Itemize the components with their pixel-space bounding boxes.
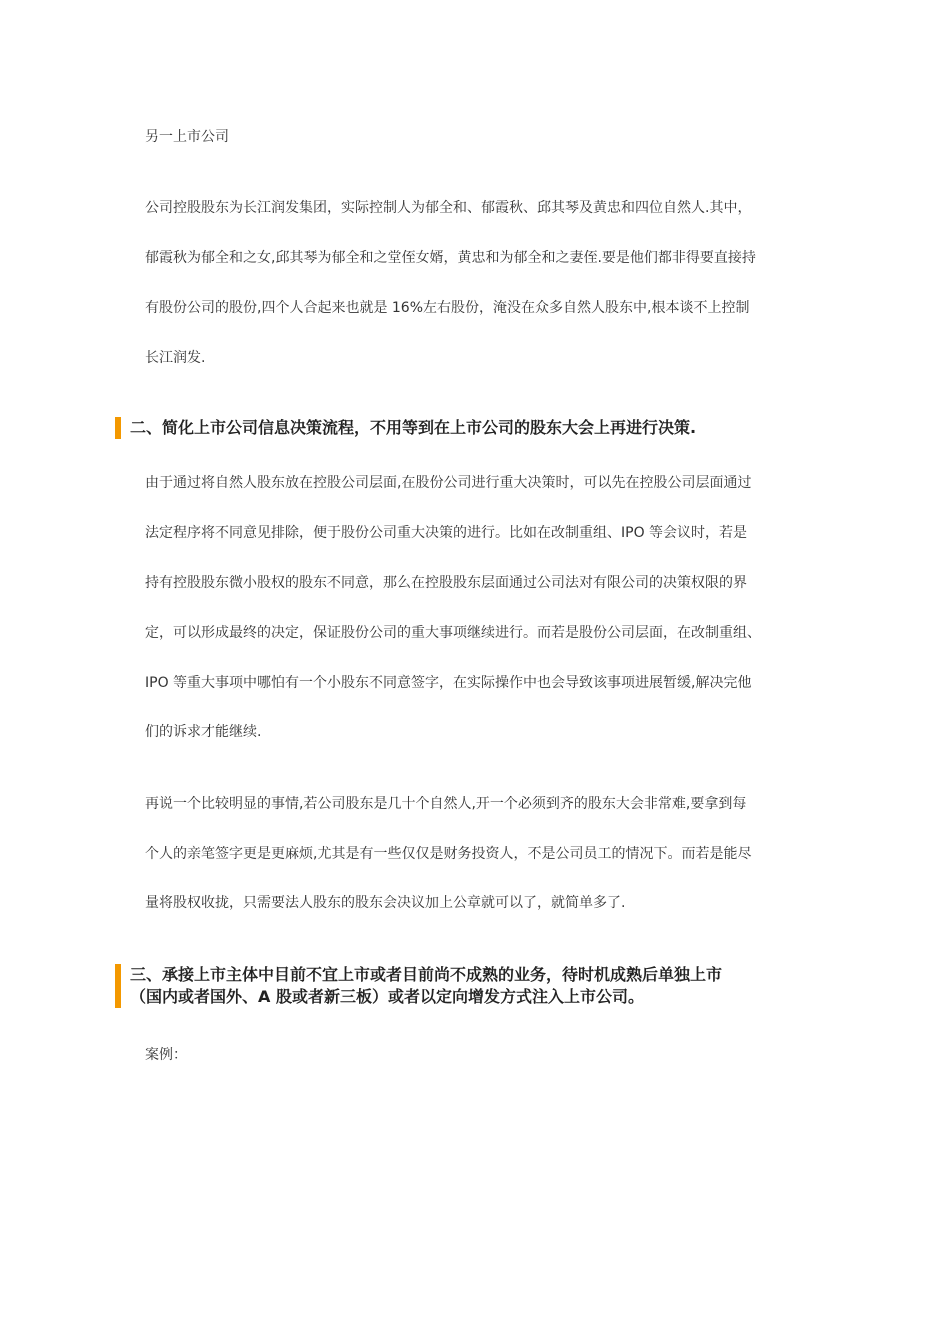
section3-heading-line-1: 三、承接上市主体中目前不宜上市或者目前尚不成熟的业务，待时机成熟后单独上市 xyxy=(130,965,723,984)
section2-para2-line-2: 个人的亲笔签字更是更麻烦,尤其是有一些仅仅是财务投资人，不是公司员工的情况下。而若是能尽 xyxy=(145,846,752,862)
section2-heading xyxy=(115,417,696,439)
para1-line-2: 郁霞秋为郁全和之女,邱其琴为郁全和之堂侄女婿，黄忠和为郁全和之妻侄.要是他们都非得要直接持 xyxy=(145,250,756,266)
section2-para1-line-4: 定，可以形成最终的决定，保证股份公司的重大事项继续进行。而若是股份公司层面，在改制重组、 xyxy=(145,625,761,641)
section2-heading-text: 二、简化上市公司信息决策流程，不用等到在上市公司的股东大会上再进行决策. xyxy=(130,418,697,437)
para1-line-4: 长江润发. xyxy=(145,350,206,366)
section2-para1-line-2: 法定程序将不同意见排除，便于股份公司重大决策的进行。比如在改制重组、IPO 等会议时，若是 xyxy=(145,525,748,541)
section2-para2-line-1: 再说一个比较明显的事情,若公司股东是几十个自然人,开一个必须到齐的股东大会非常难,要拿到每 xyxy=(145,796,747,812)
para1-line-3: 有股份公司的股份,四个人合起来也就是 16%左右股份，淹没在众多自然人股东中,根本谈不上控制 xyxy=(145,300,750,316)
para1-line-1: 公司控股股东为长江润发集团，实际控制人为郁全和、郁霞秋、邱其琴及黄忠和四位自然人.其中， xyxy=(145,200,752,216)
section2-para1-line-6: 们的诉求才能继续. xyxy=(145,724,262,740)
section2-para1-line-3: 持有控股股东微小股权的股东不同意，那么在控股股东层面通过公司法对有限公司的决策权限的界 xyxy=(145,575,747,591)
intro-subtitle: 另一上市公司 xyxy=(145,129,229,145)
section3-heading-line-2: （国内或者国外、A 股或者新三板）或者以定向增发方式注入上市公司。 xyxy=(130,987,644,1006)
section2-para1-line-1: 由于通过将自然人股东放在控股公司层面,在股份公司进行重大决策时，可以先在控股公司层面通过 xyxy=(145,475,752,491)
section3-case-label: 案例： xyxy=(145,1047,187,1063)
section3-heading xyxy=(115,964,722,1008)
section2-para1-line-5: IPO 等重大事项中哪怕有一个小股东不同意签字，在实际操作中也会导致该事项进展暂缓,解决完他 xyxy=(145,675,752,691)
section2-para2-line-3: 量将股权收拢，只需要法人股东的股东会决议加上公章就可以了，就简单多了. xyxy=(145,895,626,911)
